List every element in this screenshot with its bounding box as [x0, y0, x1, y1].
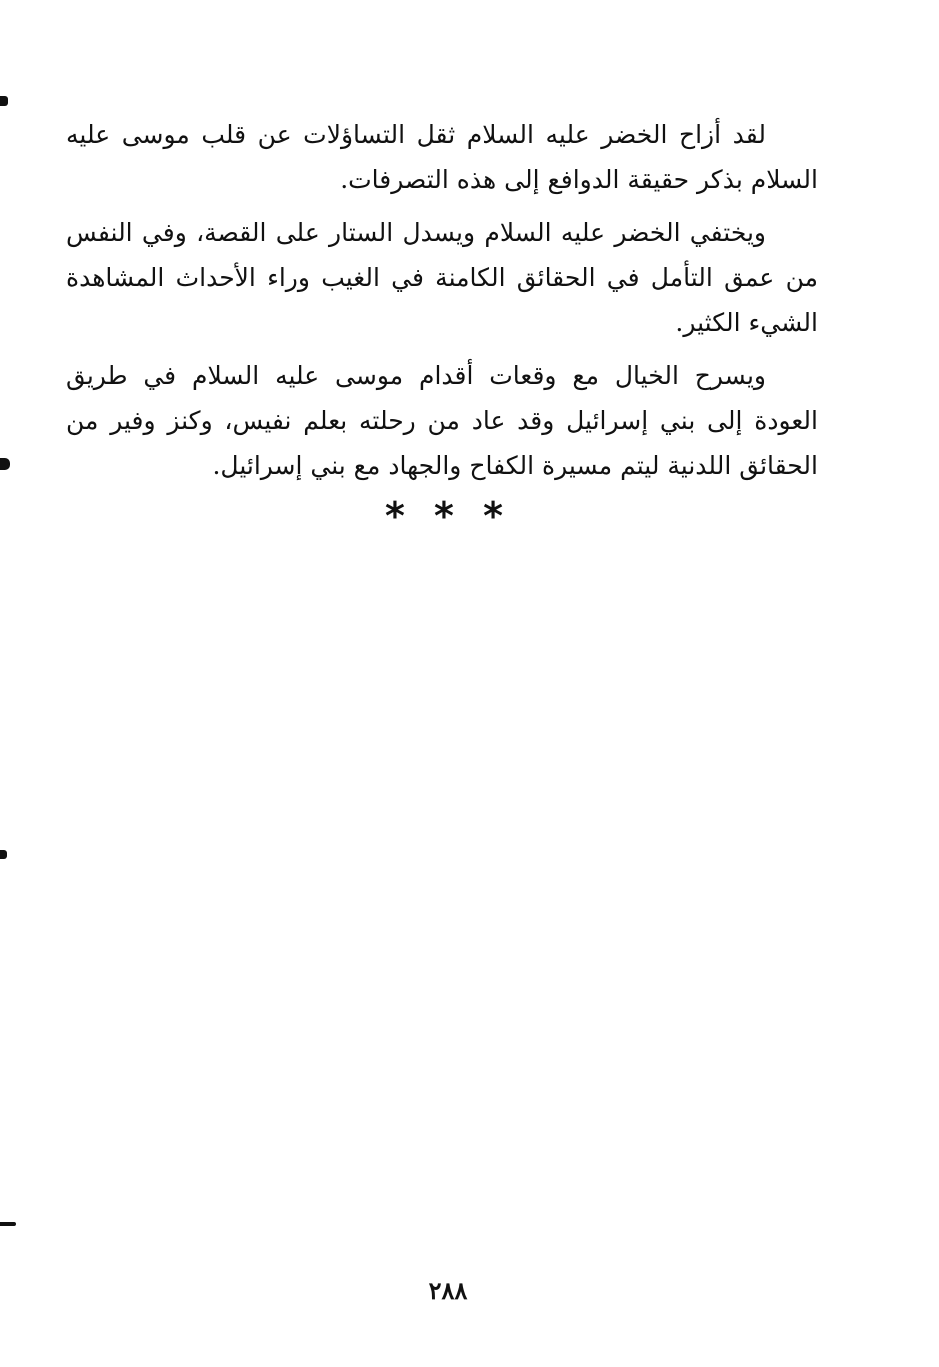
scan-edge-mark — [0, 458, 10, 470]
section-divider: * * * — [384, 494, 512, 538]
scan-edge-mark — [0, 850, 7, 859]
paragraph: لقد أزاح الخضر عليه السلام ثقل التساؤلات عن قلب موسى عليه السلام بذكر حقيقة الدوافع إلى هذه التصرفات. — [66, 120, 818, 194]
paragraph: ويسرح الخيال مع وقعات أقدام موسى عليه السلام في طريق العودة إلى بني إسرائيل وقد عاد من رحلته بعلم نفيس، وكنز وفير من الحقائق اللدنية ليتم مسيرة الكفاح والجهاد مع بني إسرائيل. — [66, 361, 818, 480]
page-number: ٢٨٨ — [428, 1276, 468, 1305]
scan-edge-mark — [0, 96, 8, 106]
paragraph: ويختفي الخضر عليه السلام ويسدل الستار على القصة، وفي النفس من عمق التأمل في الحقائق الكامنة في الغيب وراء الأحداث المشاهدة الشيء الكثير. — [66, 218, 818, 337]
scan-edge-mark — [0, 1222, 16, 1226]
body-text — [66, 112, 818, 496]
